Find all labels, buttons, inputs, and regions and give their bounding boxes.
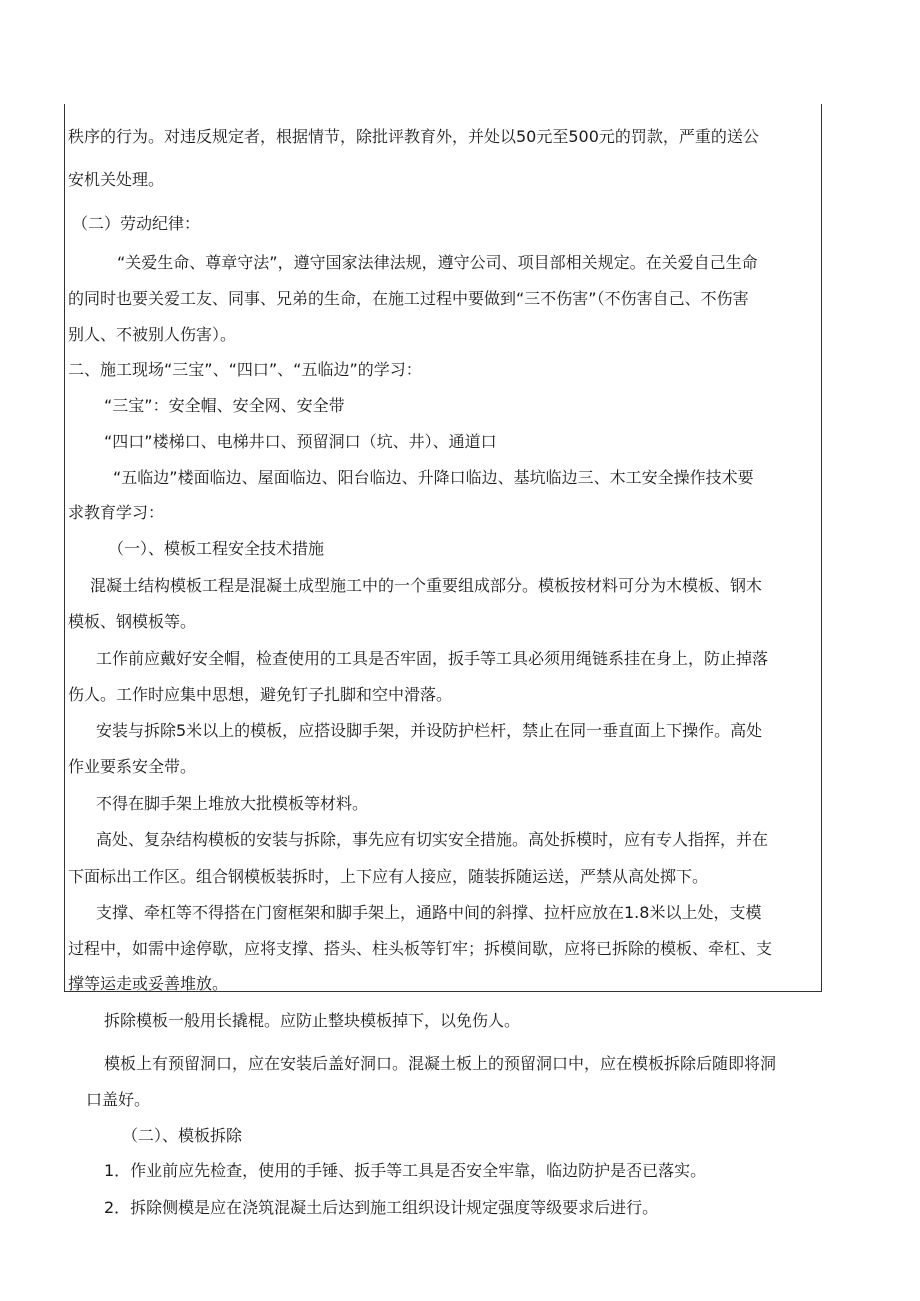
text-line: 模板上有预留洞口，应在安装后盖好洞口。混凝土板上的预留洞口中，应在模板拆除后随即将洞 — [104, 1054, 777, 1073]
section-heading: （二）、模板拆除 — [122, 1126, 243, 1145]
text-line: 别人、不被别人伤害）。 — [68, 325, 237, 344]
text-line: 安装与拆除5米以上的模板，应搭设脚手架，并设防护栏杆，禁止在同一垂直面上下操作。高处 — [96, 721, 763, 740]
list-item: 2．拆除侧模是应在浇筑混凝土后达到施工组织设计规定强度等级要求后进行。 — [104, 1198, 659, 1217]
text-line: 作业要系安全带。 — [68, 757, 197, 776]
text-line: 求教育学习： — [68, 503, 165, 522]
section-heading: （一）、模板工程安全技术措施 — [108, 539, 325, 558]
text-line: 工作前应戴好安全帽，检查使用的工具是否牢固，扳手等工具必须用绳链系挂在身上，防止掉落 — [96, 649, 769, 668]
section-heading: 二、施工现场“三宝”、“四口”、“五临边”的学习： — [68, 360, 422, 379]
text-line: “四口”楼梯口、电梯井口、预留洞口（坑、井）、通道口 — [104, 432, 497, 451]
text-line: 秩序的行为。对违反规定者，根据情节，除批评教育外，并处以50元至500元的罚款，严重的送公 — [68, 127, 759, 146]
text-line: 安机关处理。 — [68, 170, 165, 189]
text-line: 口盖好。 — [86, 1090, 151, 1109]
text-line: 支撑、牵杠等不得搭在门窗框架和脚手架上，通路中间的斜撑、拉杆应放在1.8米以上处，支模 — [96, 903, 762, 922]
text-line: 不得在脚手架上堆放大批模板等材料。 — [96, 794, 369, 813]
text-line: “三宝”：安全帽、安全网、安全带 — [104, 396, 345, 415]
text-line: “五临边”楼面临边、屋面临边、阳台临边、升降口临边、基坑临边三、木工安全操作技术要 — [113, 468, 754, 487]
text-line: 混凝土结构模板工程是混凝土成型施工中的一个重要组成部分。模板按材料可分为木模板、钢木 — [90, 576, 763, 595]
text-line: 拆除模板一般用长撬棍。应防止整块模板掉下，以免伤人。 — [104, 1011, 521, 1030]
section-heading: （二）劳动纪律： — [72, 214, 201, 233]
text-line: 高处、复杂结构模板的安装与拆除，事先应有切实安全措施。高处拆模时，应有专人指挥，并在 — [96, 830, 769, 849]
text-line: 伤人。工作时应集中思想，避免钉子扎脚和空中滑落。 — [68, 685, 453, 704]
text-line: “关爱生命、尊章守法”，遵守国家法律法规，遵守公司、项目部相关规定。在关爱自己生命 — [117, 253, 758, 272]
list-item: 1．作业前应先检查，使用的手锤、扳手等工具是否安全牢靠，临边防护是否已落实。 — [104, 1161, 707, 1180]
text-line: 模板、钢模板等。 — [68, 612, 197, 631]
text-line: 下面标出工作区。组合钢模板装拆时，上下应有人接应，随装拆随运送，严禁从高处掷下。 — [68, 867, 709, 886]
text-line: 的同时也要关爱工友、同事、兄弟的生命，在施工过程中要做到“三不伤害”（不伤害自己、不伤害 — [68, 289, 749, 308]
text-line: 过程中，如需中途停歇，应将支撑、搭头、柱头板等钉牢；拆模间歇，应将已拆除的模板、牵杠、支 — [68, 939, 773, 958]
text-line: 撑等运走或妥善堆放。 — [68, 974, 229, 993]
